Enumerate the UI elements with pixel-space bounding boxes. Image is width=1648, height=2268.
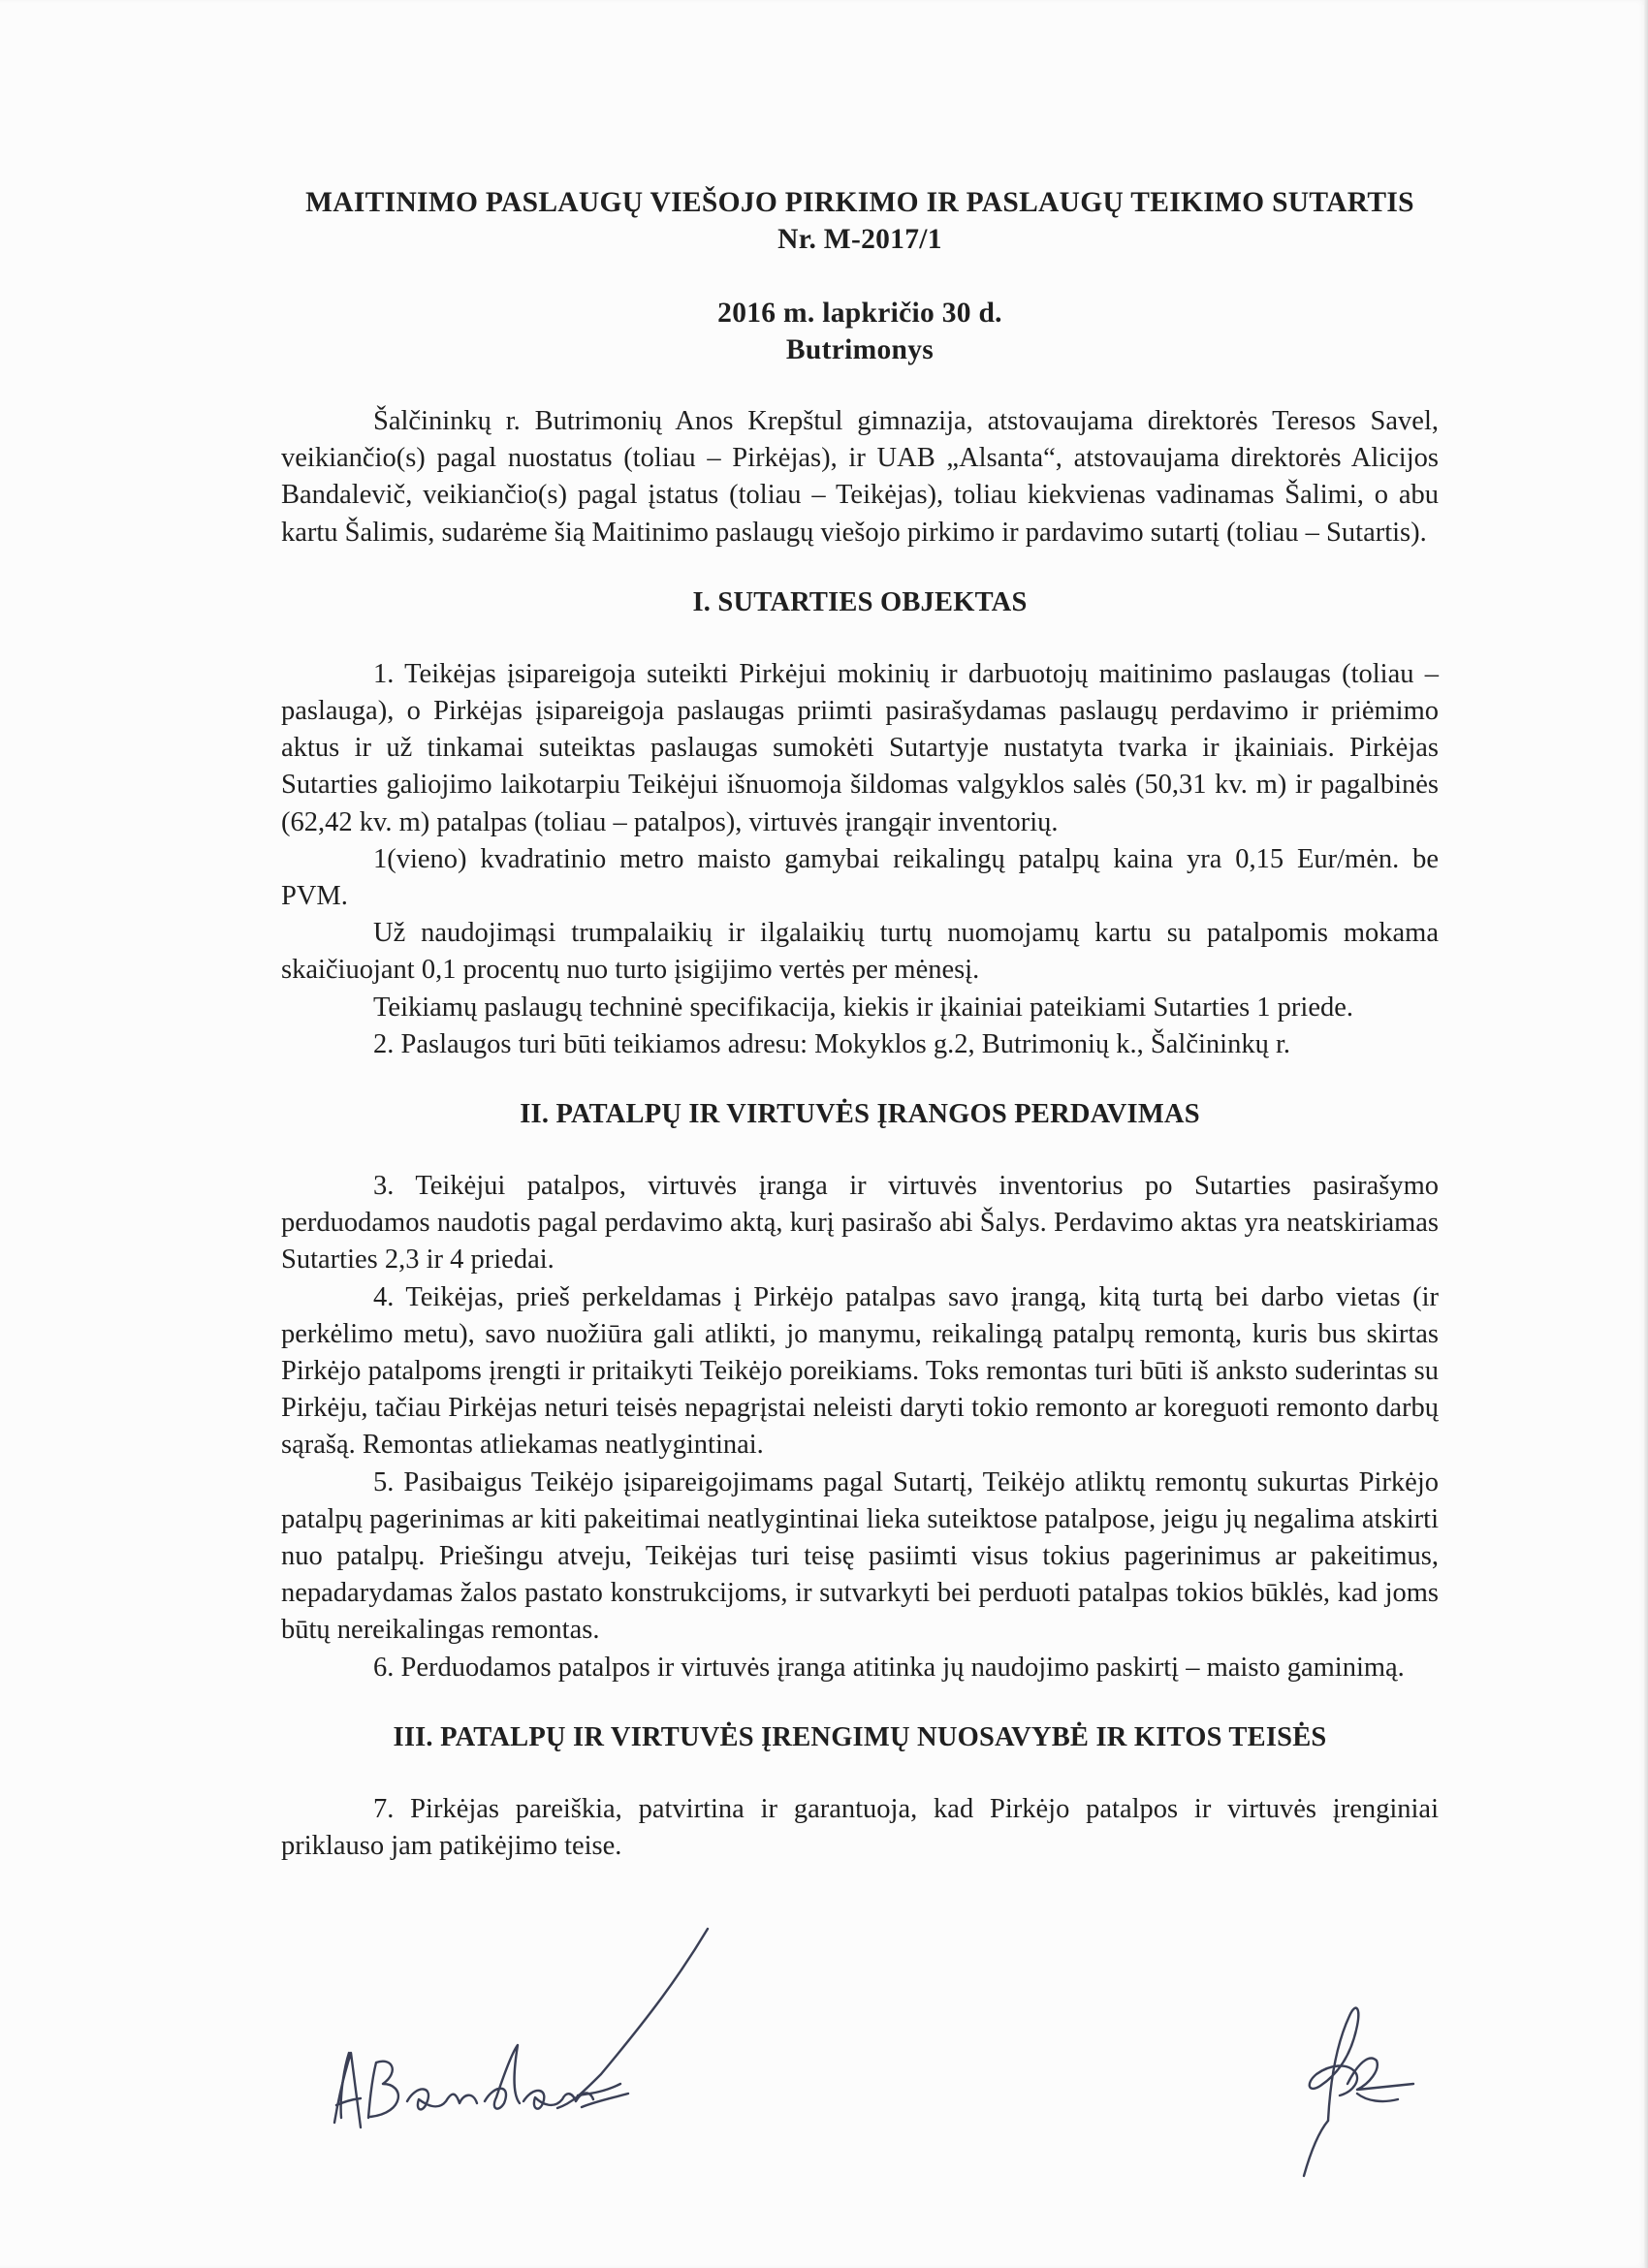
right-signature: [1304, 2008, 1413, 2176]
title-block: [281, 184, 1439, 258]
clause-1: 1. Teikėjas įsipareigoja suteikti Pirkėjui mokinių ir darbuotojų maitinimo paslaugas (toliau – paslauga), o Pirkėjas įsipareigoja paslaugas priimti pasirašydamas paslaugų perdavimo ir priėmimo aktus ir už tinkamai suteiktas paslaugas sumokėti Sutartyje nustatyta tvarka ir įkainiais. Pirkėjas Sutarties galiojimo laikotarpiu Teikėjui išnuomoja šildomas valgyklos salės (50,31 kv. m) ir pagalbinės (62,42 kv. m) patalpas (toliau – patalpos), virtuvės įrangąir inventorių.: [281, 658, 1439, 837]
document-place: Butrimonys: [785, 334, 935, 365]
contract-body: [281, 184, 1439, 1865]
section-heading-1: I. SUTARTIES OBJEKTAS: [692, 586, 1028, 617]
intro-paragraph: Šalčininkų r. Butrimonių Anos Krepštul gimnazija, atstovaujama direktorės Teresos Savel, veikiančio(s) pagal nuostatus (toliau – Pirkėjas), ir UAB „Alsanta“, atstovaujama direktorės Alicijos Bandalevič, veikiančio(s) pagal įstatus (toliau – Teikėjas), toliau kiekvienas vadinamas Šalimi, o abu kartu Šalimis, sudarėme šią Maitinimo paslaugų viešojo pirkimo ir pardavimo sutartį (toliau – Sutartis).: [281, 406, 1439, 548]
left-signature: [334, 1929, 708, 2127]
date-place-block: [281, 295, 1439, 368]
clause-6: 6. Perduodamos patalpos ir virtuvės įranga atitinka jų naudojimo paskirtį – maisto gaminimą.: [373, 1652, 1405, 1683]
document-title: MAITINIMO PASLAUGŲ VIEŠOJO PIRKIMO IR PASLAUGŲ TEIKIMO SUTARTIS: [305, 187, 1414, 218]
clause-3: 3. Teikėjui patalpos, virtuvės įranga ir virtuvės inventorius po Sutarties pasirašymo perduodamos naudotis pagal perdavimo aktą, kurį pasirašo abi Šalys. Perdavimo aktas yra neatskiriamas Sutarties 2,3 ir 4 priedai.: [281, 1171, 1439, 1276]
section-heading-2: II. PATALPŲ IR VIRTUVĖS ĮRANGOS PERDAVIMAS: [520, 1099, 1200, 1130]
clause-1-equipment-fee: Už naudojimąsi trumpalaikių ir ilgalaikių turtų nuomojamų kartu su patalpomis mokama skaičiuojant 0,1 procentų nuo turto įsigijimo vertės per mėnesį.: [281, 918, 1439, 986]
scan-edge: [1644, 0, 1648, 2268]
document-date: 2016 m. lapkričio 30 d.: [717, 298, 1002, 329]
clause-4: 4. Teikėjas, prieš perkeldamas į Pirkėjo patalpas savo įrangą, kitą turtą bei darbo vietas (ir perkėlimo metu), savo nuožiūra gali atlikti, jo manymu, reikalingą patalpų remontą, kuris bus skirtas Pirkėjo patalpoms įrengti ir pritaikyti Teikėjo poreikiams. Toks remontas turi būti iš anksto suderintas su Pirkėju, tačiau Pirkėjas neturi teisės nepagrįstai neleisti daryti tokio remonto ar koreguoti remonto darbų sąrašą. Remontas atliekamas neatlygintinai.: [281, 1281, 1439, 1461]
clause-1-price: 1(vieno) kvadratinio metro maisto gamybai reikalingų patalpų kaina yra 0,15 Eur/mėn. be PVM.: [281, 843, 1439, 912]
clause-1-specification: Teikiamų paslaugų techninė specifikacija, kiekis ir įkainiai pateikiami Sutarties 1 priede.: [373, 992, 1354, 1023]
clause-5: 5. Pasibaigus Teikėjo įsipareigojimams pagal Sutartį, Teikėjo atliktų remontų sukurtas Pirkėjo patalpų pagerinimas ar kiti pakeitimai neatlygintinai lieka suteiktose patalpose, jeigu jų negalima atskirti nuo patalpų. Priešingu atveju, Teikėjas turi teisę pasiimti visus tokius pagerinimus ar pakeitimus, nepadarydamas žalos pastato konstrukcijoms, ir sutvarkyti bei perduoti patalpas tokios būklės, kad joms būtų nereikalingas remontas.: [281, 1466, 1439, 1646]
clause-2: 2. Paslaugos turi būti teikiamos adresu: Mokyklos g.2, Butrimonių k., Šalčininkų r.: [373, 1028, 1290, 1059]
document-number: Nr. M-2017/1: [777, 224, 942, 255]
clause-7: 7. Pirkėjas pareiškia, patvirtina ir garantuoja, kad Pirkėjo patalpos ir virtuvės įrenginiai priklauso jam patikėjimo teise.: [281, 1793, 1439, 1862]
section-heading-3: III. PATALPŲ IR VIRTUVĖS ĮRENGIMŲ NUOSAVYBĖ IR KITOS TEISĖS: [393, 1721, 1327, 1752]
